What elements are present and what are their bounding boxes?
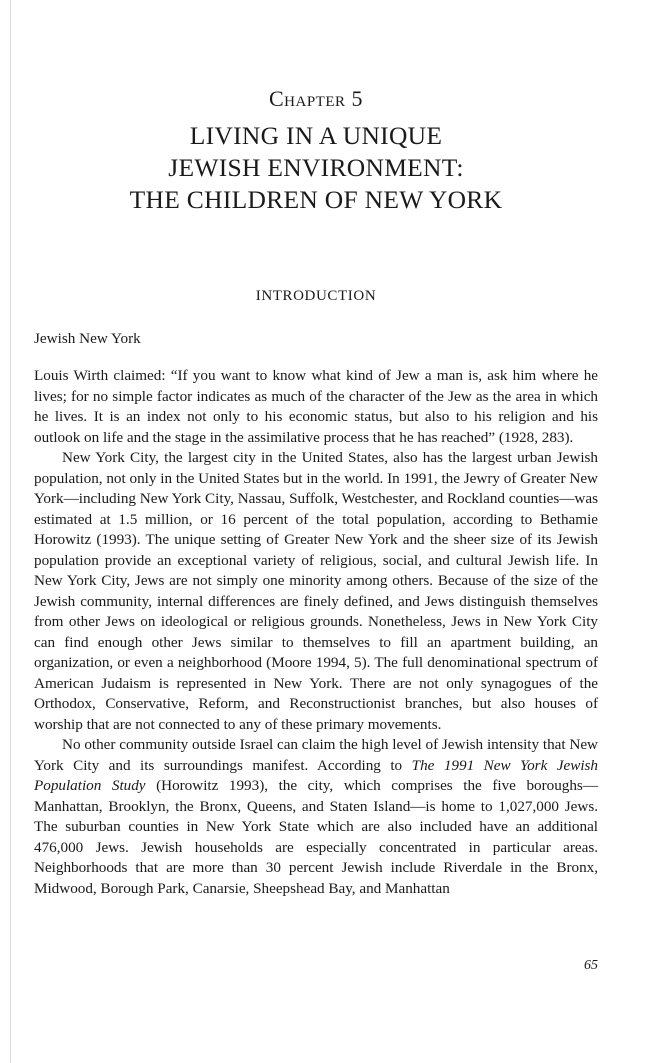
chapter-title-line-2: JEWISH ENVIRONMENT: [168, 153, 464, 182]
chapter-title-line-3: THE CHILDREN OF NEW YORK [129, 185, 503, 214]
chapter-title-line-1: LIVING IN A UNIQUE [189, 121, 443, 150]
body-text [34, 366, 598, 899]
paragraph-1: Louis Wirth claimed: “If you want to know what kind of Jew a man is, ask him where he lives; for no simple factor indicates as much of the character of the Jew as the area in which he lives. It is an index not only to his economic status, but also to his religion and his outlook on life and the stage in the assimilative process that he has reached” (1928, 283). [34, 367, 598, 446]
study-title: The 1991 New York Jewish Population Study [34, 756, 598, 794]
section-heading: INTRODUCTION [255, 288, 377, 304]
paragraph-3 [34, 735, 598, 899]
chapter-label: Chapter 5 [268, 86, 363, 111]
paragraph-2: New York City, the largest city in the United States, also has the largest urban Jewish population, not only in the United States but in the world. In 1991, the Jewry of Greater New York—including New York City, Nassau, Suffolk, Westchester, and Rockland counties—was estimated at 1.5 million, or 16 percent of the total population, according to Bethamie Horowitz (1993). The unique setting of Greater New York and the sheer size of its Jewish population provide an exceptional variety of religious, social, and cultural Jewish life. In New York City, Jews are not simply one minority among others. Because of the size of the Jewish community, internal differences are finely defined, and Jews distinguish themselves from other Jews on ideological or religious grounds. Nonetheless, Jews in New York City can find enough other Jews similar to themselves to fill an apartment building, an organization, or even a neighborhood (Moore 1994, 5). The full denominational spectrum of American Judaism is represented in New York. There are not only synagogues of the Orthodox, Conservative, Reform, and Reconstructionist branches, but also houses of worship that are not connected to any of these primary movements. [34, 449, 598, 733]
page-number: 65 [584, 958, 598, 973]
section-subheading: Jewish New York [34, 330, 141, 347]
page-margin-line [10, 0, 11, 1063]
paragraph-3-part-2: (Horowitz 1993), the city, which comprises the five boroughs—Manhattan, Brooklyn, the Bronx, Queens, and Staten Island—is home to 1,027,000 Jews. The suburban counties in New York State which are also included have an additional 476,000 Jews. Jewish households are especially concentrated in particular areas. Neighborhoods that are more than 30 percent Jewish include Riverdale in the Bronx, Midwood, Borough Park, Canarsie, Sheepshead Bay, and Manhattan [34, 777, 598, 897]
chapter-title [34, 120, 598, 216]
paragraph-3-part-1: No other community outside Israel can claim the high level of Jewish intensity that New York City and its surroundings manifest. According to [34, 736, 598, 774]
